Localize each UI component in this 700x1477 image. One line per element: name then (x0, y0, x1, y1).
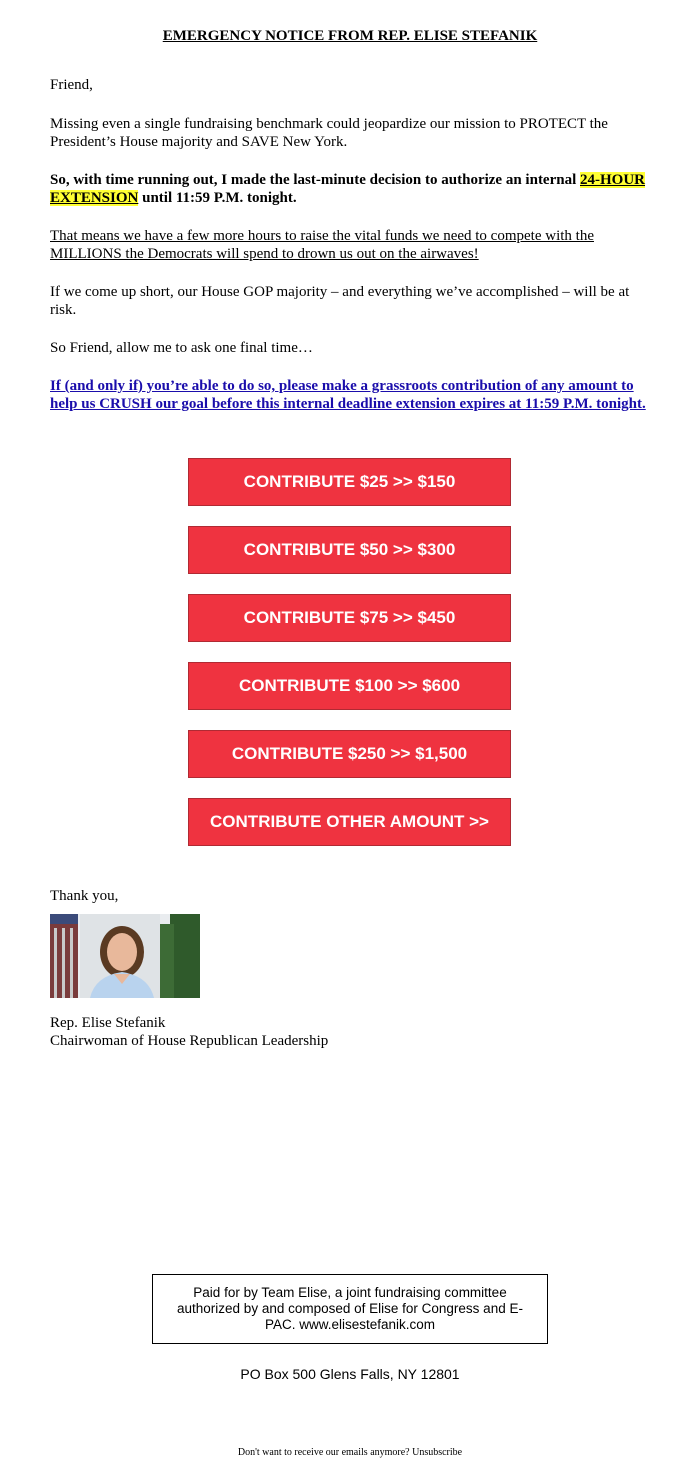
paragraph-millions: That means we have a few more hours to raise the vital funds we need to compete with the MILLIONS the Democrats will spend to drown us out on the airwaves! (50, 228, 594, 262)
paragraph-extension (50, 171, 650, 207)
cta-link[interactable]: If (and only if) you’re able to do so, please make a grassroots contribution of any amount to help us CRUSH our goal before this internal deadline extension expires at 11:59 P.M. tonight. (50, 378, 646, 412)
greeting: Friend, (50, 77, 93, 93)
unsubscribe-link[interactable]: Don't want to receive our emails anymore? Unsubscribe (237, 1447, 463, 1458)
portrait-photo (50, 914, 200, 998)
contribute-25-button[interactable]: CONTRIBUTE $25 >> $150 (188, 458, 511, 506)
paragraph-benchmark: Missing even a single fundraising benchmark could jeopardize our mission to PROTECT the President’s House majority and SAVE New York. (50, 116, 608, 150)
mailing-address: PO Box 500 Glens Falls, NY 12801 (240, 1366, 460, 1382)
extension-text-after: until 11:59 P.M. tonight. (138, 190, 297, 206)
thank-you: Thank you, (50, 888, 119, 904)
portrait-image-icon (50, 914, 200, 998)
contribute-other-button[interactable]: CONTRIBUTE OTHER AMOUNT >> (188, 798, 511, 846)
email-title: EMERGENCY NOTICE FROM REP. ELISE STEFANIK (162, 28, 538, 44)
paragraph-risk: If we come up short, our House GOP majority – and everything we’ve accomplished – will be at risk. (50, 284, 630, 318)
extension-highlight: 24-HOUR EXTENSION (50, 172, 646, 206)
signer-role: Chairwoman of House Republican Leadership (50, 1033, 329, 1049)
unsubscribe-line (50, 1447, 650, 1458)
contribute-100-button[interactable]: CONTRIBUTE $100 >> $600 (188, 662, 511, 710)
paragraph-final-ask: So Friend, allow me to ask one final time… (50, 340, 313, 356)
paid-for-disclaimer: Paid for by Team Elise, a joint fundraising committee authorized by and composed of Elise for Congress and E-PAC. www.elisestefanik.com (152, 1274, 548, 1344)
signer-name: Rep. Elise Stefanik (50, 1015, 166, 1031)
contribute-75-button[interactable]: CONTRIBUTE $75 >> $450 (188, 594, 511, 642)
extension-text-before: So, with time running out, I made the last-minute decision to authorize an internal (50, 172, 581, 188)
cta-paragraph (50, 377, 650, 413)
contribute-250-button[interactable]: CONTRIBUTE $250 >> $1,500 (188, 730, 511, 778)
contribute-50-button[interactable]: CONTRIBUTE $50 >> $300 (188, 526, 511, 574)
